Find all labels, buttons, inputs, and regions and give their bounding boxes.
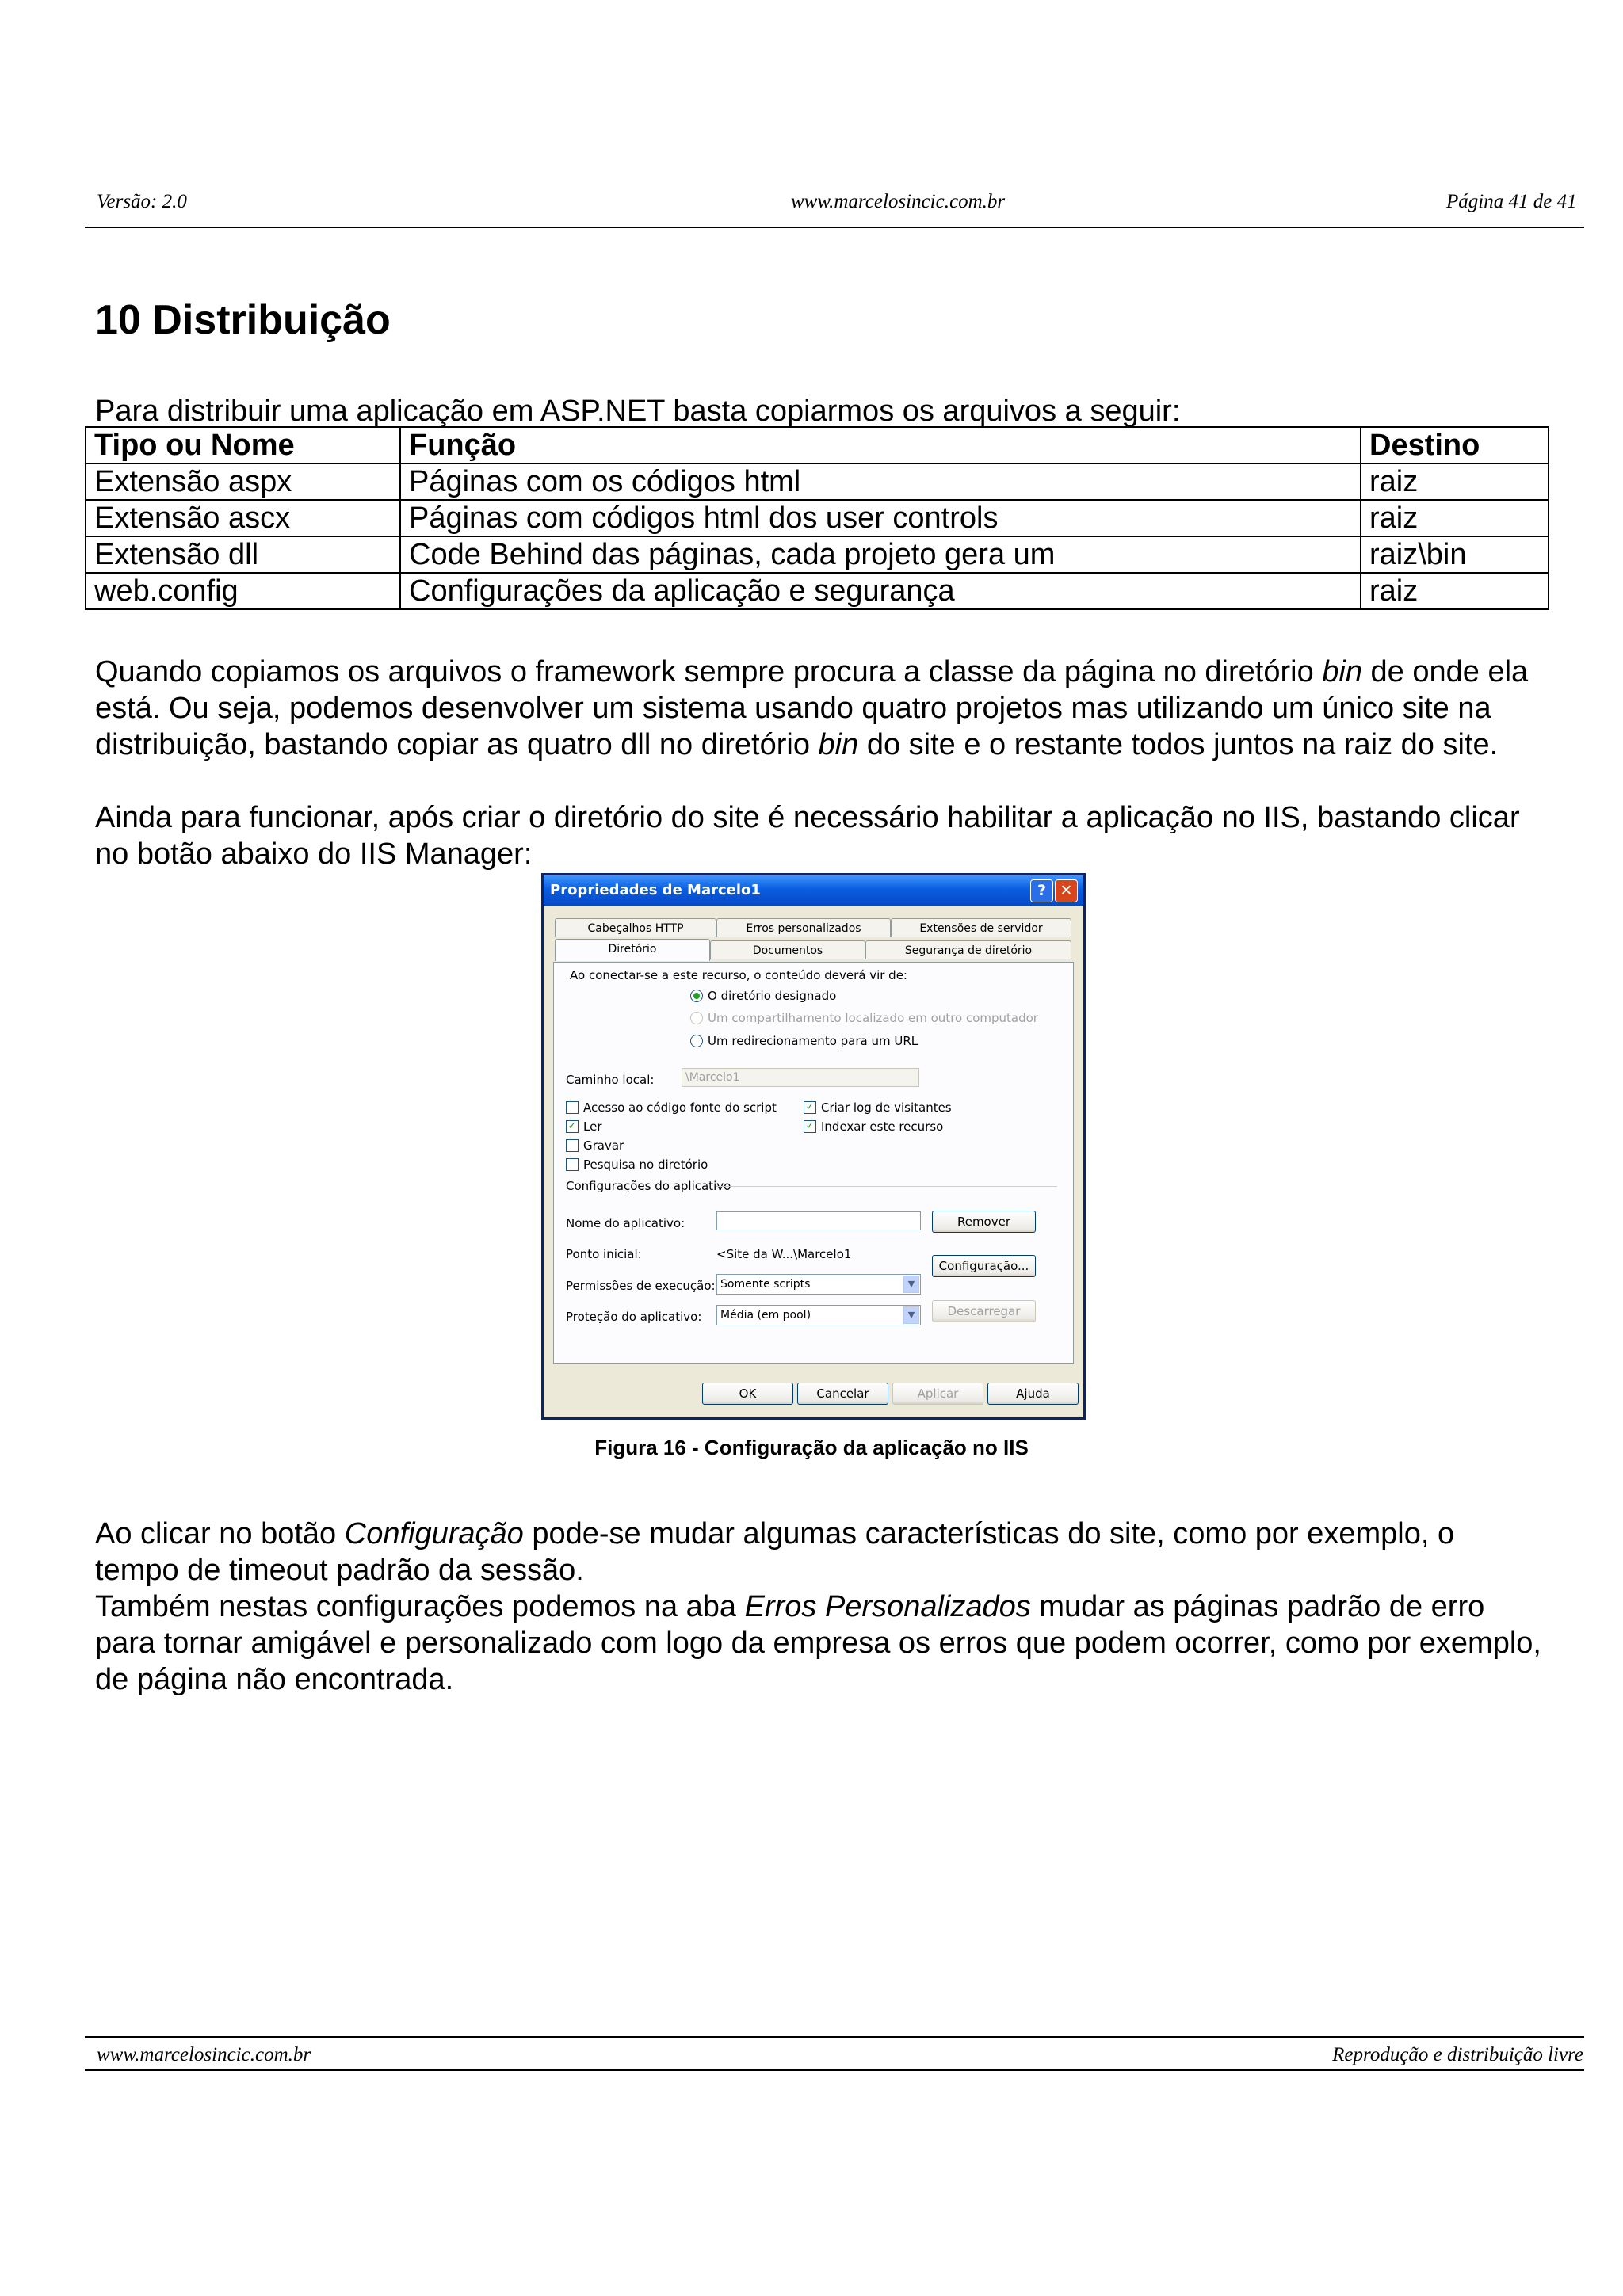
dialog-title: Propriedades de Marcelo1	[550, 882, 761, 898]
start-point-label: Ponto inicial:	[566, 1247, 642, 1261]
table-cell: Extensão dll	[86, 536, 400, 573]
dialog-titlebar[interactable]	[544, 875, 1083, 906]
text-run: Também nestas configurações podemos na aba	[95, 1590, 745, 1623]
table-cell: raiz	[1361, 500, 1549, 536]
checkbox-label: Indexar este recurso	[821, 1119, 944, 1134]
paragraph-iis: Ainda para funcionar, após criar o diretório do site é necessário habilitar a aplicação no IIS, bastando clicar no botão abaixo do IIS Manager:	[95, 801, 1520, 871]
table-cell: raiz	[1361, 573, 1549, 609]
footer-rule-bottom	[85, 2069, 1584, 2071]
table-row	[86, 463, 1549, 500]
apply-button[interactable]: Aplicar	[892, 1383, 983, 1405]
checkbox-label: Pesquisa no diretório	[583, 1158, 708, 1172]
footer-site: www.marcelosincic.com.br	[97, 2044, 311, 2065]
exec-permissions-value: Somente scripts	[720, 1278, 811, 1291]
intro-paragraph: Para distribuir uma aplicação em ASP.NET basta copiarmos os arquivos a seguir:	[95, 395, 1181, 428]
tab-erros-personalizados[interactable]: Erros personalizados	[716, 918, 891, 937]
ok-button[interactable]: OK	[702, 1383, 793, 1405]
radio-network-share[interactable]	[690, 1012, 703, 1024]
app-protection-label: Proteção do aplicativo:	[566, 1310, 702, 1324]
app-name-label: Nome do aplicativo:	[566, 1216, 685, 1230]
files-table	[85, 426, 1549, 610]
text-run: de onde ela está. Ou seja, podemos desenvolver um sistema usando quatro projetos mas utilizando um único site na distribuição, bastando copiar as quatro dll no diretório	[95, 655, 1529, 761]
tab-seguranca-diretorio[interactable]: Segurança de diretório	[865, 940, 1071, 959]
local-path-field[interactable]: \Marcelo1	[682, 1068, 919, 1087]
checkbox-label: Criar log de visitantes	[821, 1100, 952, 1115]
table-cell: Code Behind das páginas, cada projeto gera um	[400, 536, 1361, 573]
connect-label: Ao conectar-se a este recurso, o conteúdo deverá vir de:	[570, 968, 907, 982]
paragraph-distribution	[95, 654, 1545, 763]
section-title: 10 Distribuição	[95, 297, 391, 343]
table-header-cell: Tipo ou Nome	[86, 427, 400, 463]
footer-rule-top	[85, 2036, 1584, 2038]
emphasis-bin: bin	[1322, 655, 1362, 688]
tab-panel-diretorio	[553, 962, 1074, 1364]
emphasis-configuracao: Configuração	[344, 1517, 524, 1550]
radio-url-redirect[interactable]	[690, 1035, 703, 1047]
checkbox-script-source-access[interactable]	[566, 1101, 579, 1114]
text-run: pode-se mudar algumas características do site, como por exemplo, o tempo de timeout padrão da sessão.	[95, 1517, 1455, 1587]
text-run: Ao clicar no botão	[95, 1517, 345, 1550]
checkbox-directory-browsing[interactable]	[566, 1158, 579, 1171]
divider	[716, 1186, 1057, 1187]
table-cell: Configurações da aplicação e segurança	[400, 573, 1361, 609]
iis-properties-dialog	[541, 873, 1086, 1420]
help-icon[interactable]: ?	[1030, 879, 1053, 902]
app-settings-heading: Configurações do aplicativo	[566, 1179, 731, 1193]
header-page-number: Página 41 de 41	[1446, 191, 1577, 212]
local-path-label: Caminho local:	[566, 1073, 655, 1087]
app-protection-value: Média (em pool)	[720, 1309, 812, 1322]
tab-diretorio[interactable]: Diretório	[555, 939, 710, 961]
table-row	[86, 500, 1549, 536]
app-protection-select[interactable]	[716, 1305, 921, 1325]
remove-button[interactable]: Remover	[932, 1211, 1036, 1233]
table-cell: raiz\bin	[1361, 536, 1549, 573]
checkbox-label: Gravar	[583, 1138, 624, 1153]
table-cell: raiz	[1361, 463, 1549, 500]
text-run: mudar as páginas padrão de erro para tornar amigável e personalizado com logo da empresa os erros que podem ocorrer, como por exemplo, de página não encontrada.	[95, 1590, 1541, 1696]
app-name-field[interactable]	[716, 1211, 921, 1230]
radio-label: O diretório designado	[708, 989, 837, 1003]
checkbox-read[interactable]: ✓	[566, 1120, 579, 1133]
close-icon[interactable]: ✕	[1055, 879, 1078, 902]
text-run: Quando copiamos os arquivos o framework sempre procura a classe da página no diretório	[95, 655, 1323, 688]
chevron-down-icon[interactable]: ▼	[903, 1306, 919, 1324]
text-run: do site e o restante todos juntos na raiz do site.	[858, 728, 1499, 761]
tab-extensoes-servidor[interactable]: Extensões de servidor	[891, 918, 1071, 937]
radio-designated-directory[interactable]	[690, 990, 703, 1002]
configuration-button[interactable]: Configuração...	[932, 1255, 1036, 1277]
table-row	[86, 536, 1549, 573]
radio-label: Um compartilhamento localizado em outro computador	[708, 1011, 1038, 1025]
header-version: Versão: 2.0	[97, 191, 187, 212]
tab-cabecalhos-http[interactable]: Cabeçalhos HTTP	[555, 918, 716, 937]
checkbox-write[interactable]	[566, 1139, 579, 1152]
emphasis-bin: bin	[818, 728, 859, 761]
tab-documentos[interactable]: Documentos	[710, 940, 865, 959]
cancel-button[interactable]: Cancelar	[797, 1383, 888, 1405]
figure-caption: Figura 16 - Configuração da aplicação no IIS	[594, 1436, 1029, 1459]
checkbox-log-visits[interactable]: ✓	[804, 1101, 816, 1114]
table-cell: Extensão ascx	[86, 500, 400, 536]
exec-permissions-select[interactable]	[716, 1274, 921, 1295]
header-site: www.marcelosincic.com.br	[791, 191, 1006, 212]
table-header-row	[86, 427, 1549, 463]
exec-permissions-label: Permissões de execução:	[566, 1279, 716, 1293]
chevron-down-icon[interactable]: ▼	[903, 1276, 919, 1293]
table-header-cell: Destino	[1361, 427, 1549, 463]
table-cell: Páginas com códigos html dos user controls	[400, 500, 1361, 536]
table-row	[86, 573, 1549, 609]
checkbox-label: Ler	[583, 1119, 602, 1134]
start-point-value: <Site da W...\Marcelo1	[716, 1247, 852, 1261]
footer-license: Reprodução e distribuição livre	[1332, 2044, 1583, 2065]
checkbox-index-resource[interactable]: ✓	[804, 1120, 816, 1133]
emphasis-erros-personalizados: Erros Personalizados	[744, 1590, 1031, 1623]
table-cell: web.config	[86, 573, 400, 609]
help-button[interactable]: Ajuda	[987, 1383, 1079, 1405]
radio-label: Um redirecionamento para um URL	[708, 1034, 918, 1048]
table-cell: Extensão aspx	[86, 463, 400, 500]
header-rule	[85, 227, 1584, 228]
unload-button[interactable]: Descarregar	[932, 1300, 1036, 1322]
table-cell: Páginas com os códigos html	[400, 463, 1361, 500]
table-header-cell: Função	[400, 427, 1361, 463]
paragraph-configuration	[95, 1516, 1545, 1589]
paragraph-custom-errors	[95, 1589, 1545, 1698]
checkbox-label: Acesso ao código fonte do script	[583, 1100, 777, 1115]
